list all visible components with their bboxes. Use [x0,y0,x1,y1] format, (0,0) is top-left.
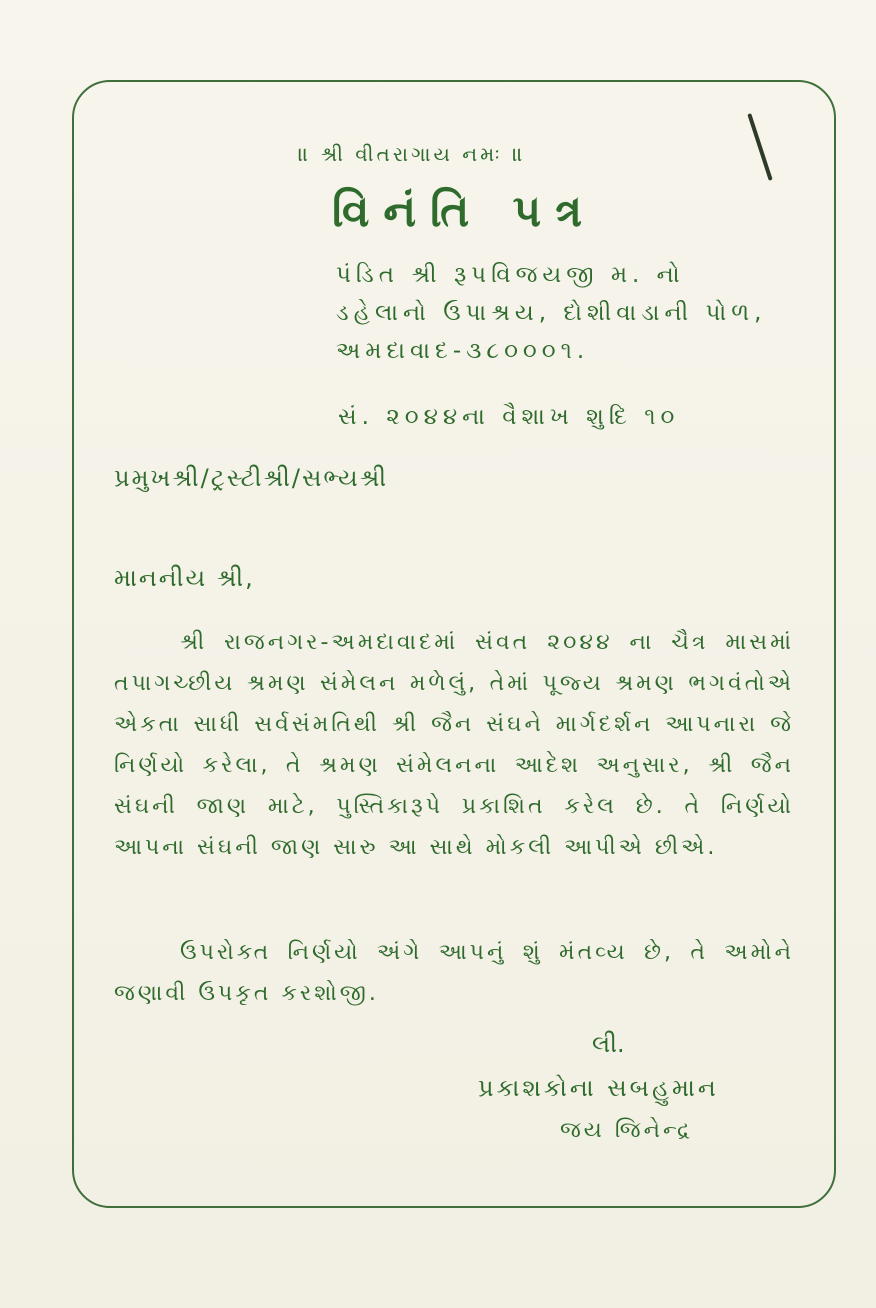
invocation: ॥ શ્રી વીતરાગાય નમઃ ॥ [298,142,526,166]
signature: પ્રકાશકોના સબહુમાન [478,1074,719,1102]
address-line-2: ડહેલાનો ઉપાશ્રય, દોશીવાડાની પોળ, [336,300,767,326]
letter-title: વિનંતિ પત્ર [332,186,597,237]
recipient: પ્રમુખશ્રી/ટ્રસ્ટીશ્રી/સભ્યશ્રી [114,464,389,492]
salutation: માનનીય શ્રી, [114,564,255,592]
body-paragraph-2: ઉપરોક્ત નિર્ણયો અંગે આપનું શું મંતવ્ય છે, તે અમોને જણાવી ઉપકૃત કરશોજી. [114,940,794,1006]
letter-date: સં. ૨૦૪૪ના વૈશાખ શુદિ ૧૦ [338,404,680,430]
address-line-3: અમદાવાદ-૩૮૦૦૦૧. [336,338,590,364]
greeting: જય જિનેન્દ્ર [560,1118,694,1143]
body-paragraph-1: શ્રી રાજનગર-અમદાવાદમાં સંવત ૨૦૪૪ ના ચૈત્ર માસમાં તપાગચ્છીય શ્રમણ સંમેલન મળેલું, તેમાં પૂજ્ય શ્રમણ ભગવંતોએ એકતા સાધી સર્વસંમતિથી શ્રી જૈન સંઘને માર્ગદર્શન આપનારા જે નિર્ણયો કરેલા, તે શ્રમણ સંમેલનના આદેશ અનુસાર, શ્રી જૈન સંઘની જાણ માટે, પુસ્તિકારૂપે પ્રકાશિત કરેલ છે. તે નિર્ણયો આપના સંઘની જાણ સારુ આ સાથે મોકલી આપીએ છીએ. [114,630,794,860]
address-line-1: પંડિત શ્રી રૂપવિજયજી મ. નો [336,262,685,288]
closing: લી. [592,1030,625,1058]
